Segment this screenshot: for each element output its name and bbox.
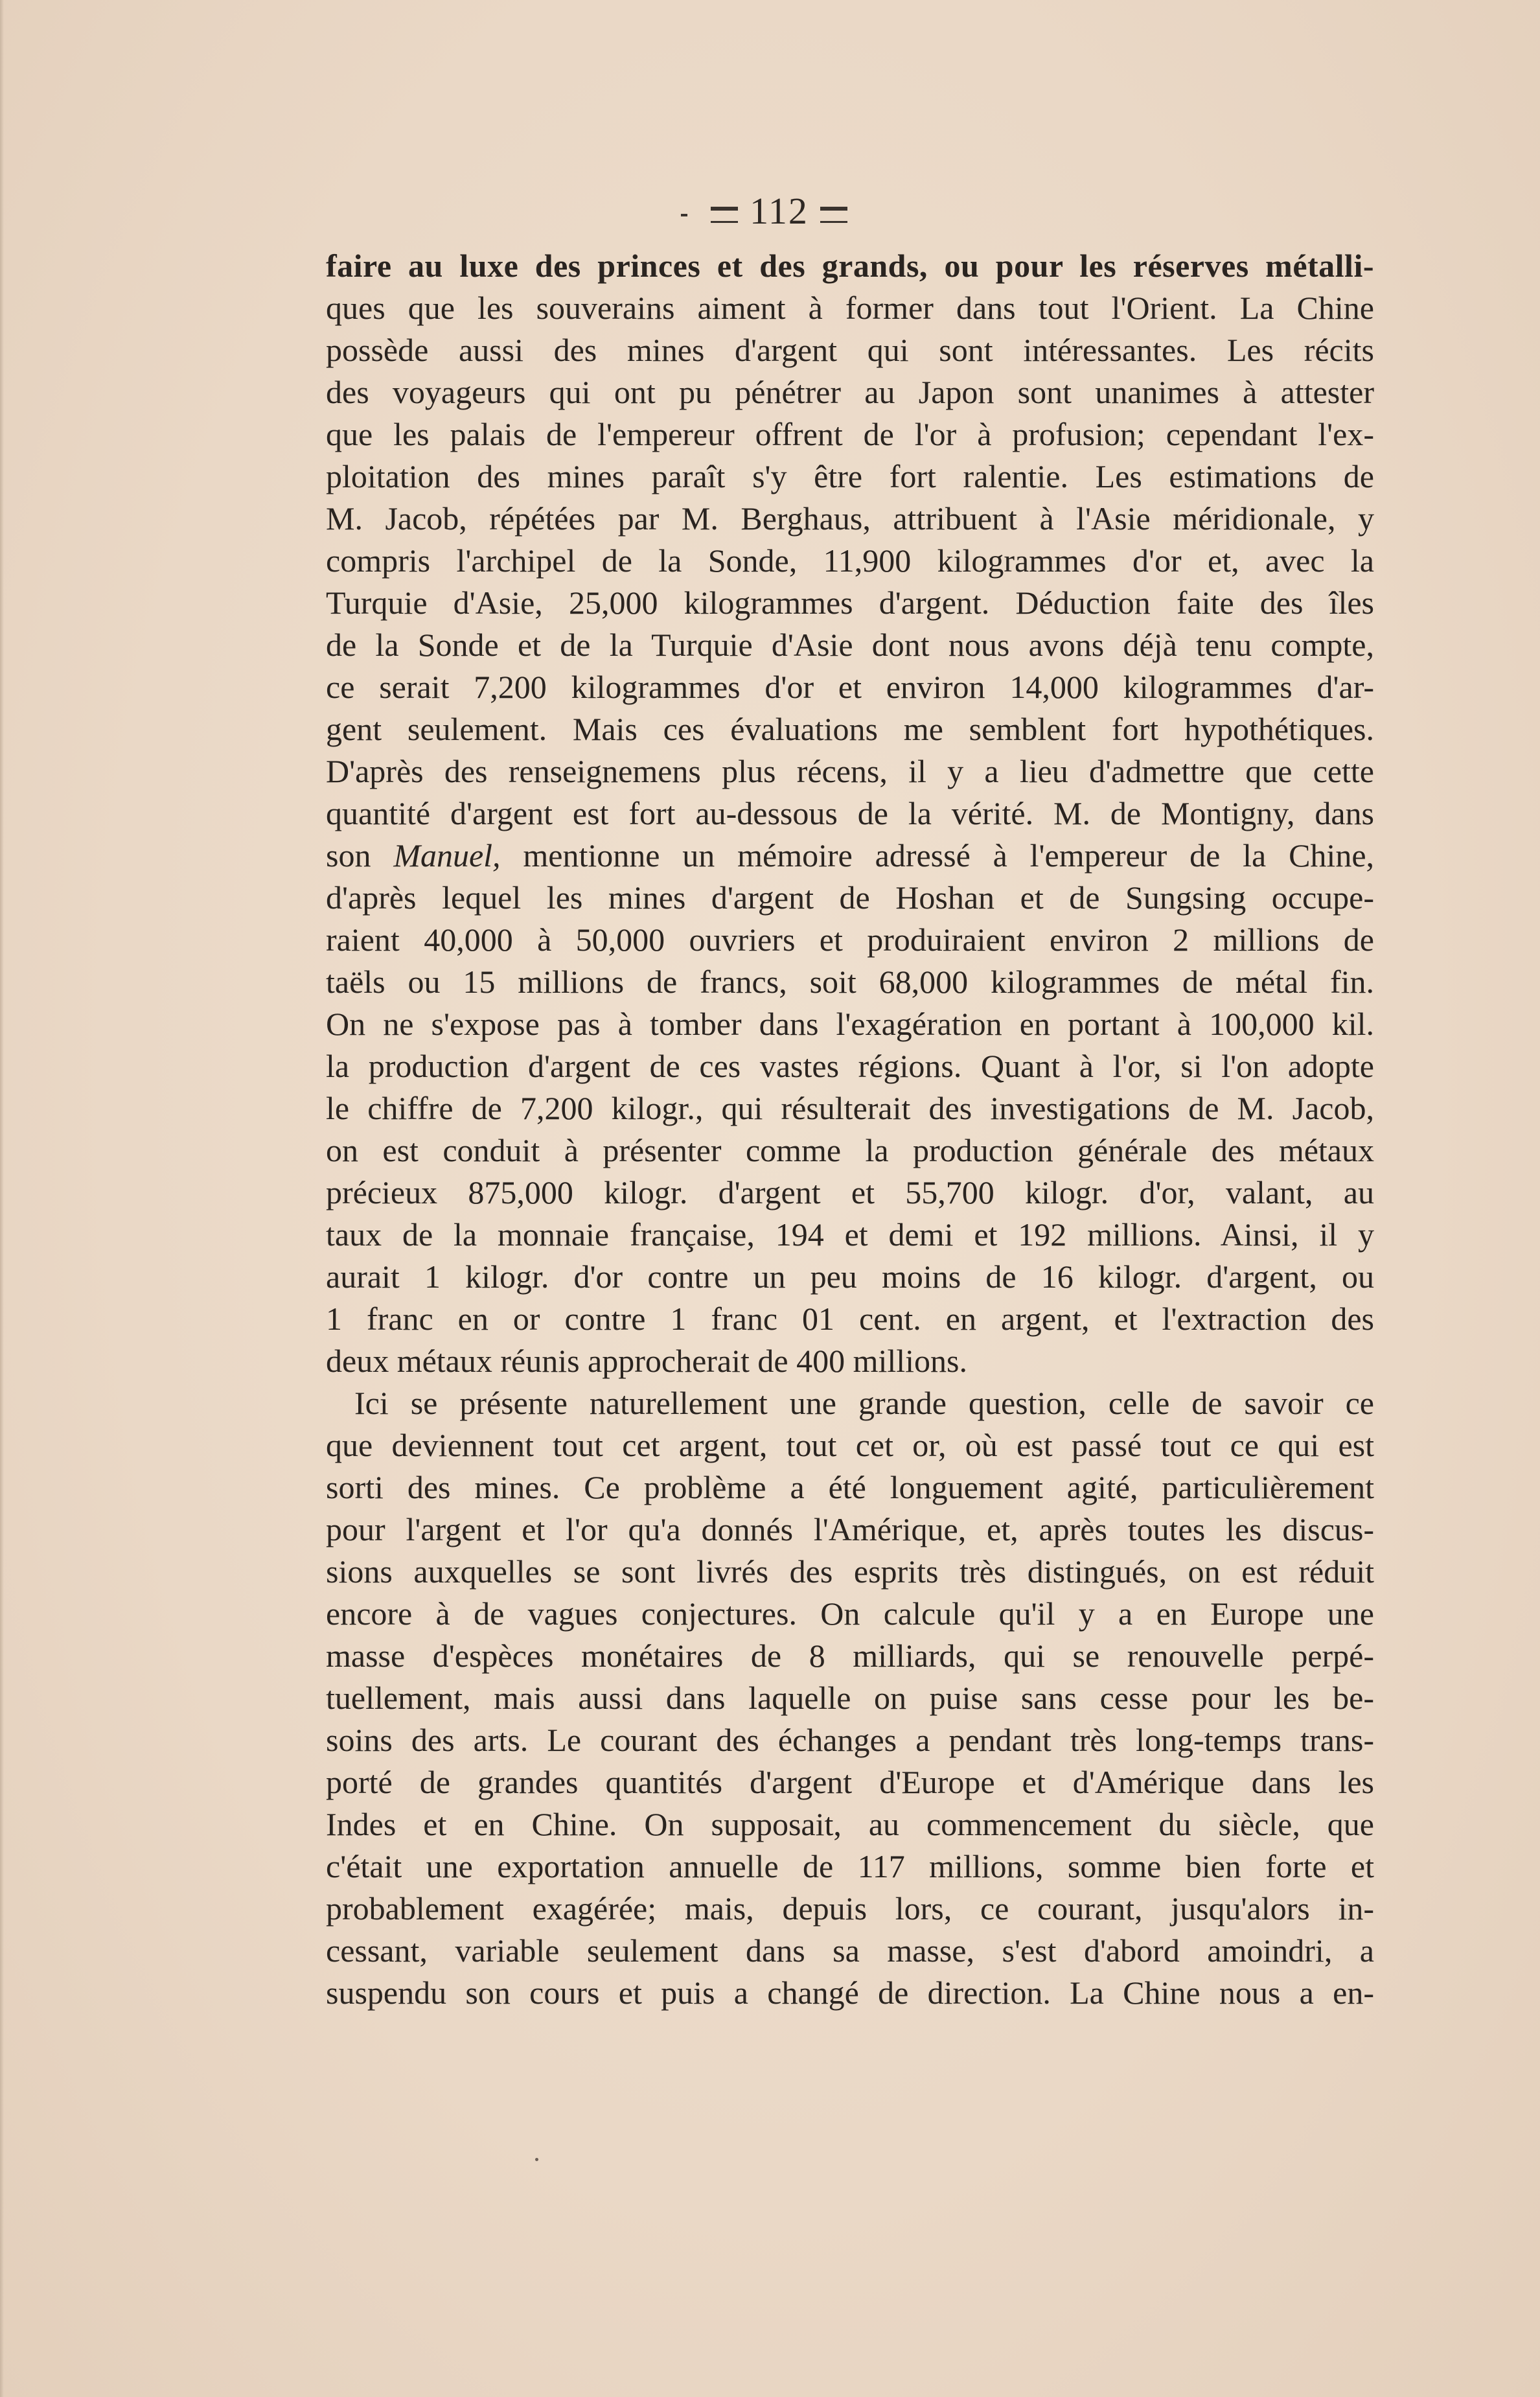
- text-line: tuellement, mais aussi dans laquelle on puise sans cesse pour les be-: [326, 1680, 1374, 1716]
- text-line: ce serait 7,200 kilogrammes d'or et environ 14,000 kilogrammes d'ar-: [326, 669, 1374, 705]
- text-line: sorti des mines. Ce problème a été longuement agité, particulièrement: [326, 1469, 1374, 1505]
- text-fragment: mentionne un mémoire adressé à l'empereur de la Chine,: [523, 837, 1374, 874]
- text-line: porté de grandes quantités d'argent d'Europe et d'Amérique dans les: [326, 1764, 1374, 1800]
- text-line: Turquie d'Asie, 25,000 kilogrammes d'argent. Déduction faite des îles: [326, 585, 1374, 621]
- text-line: ques que les souverains aiment à former dans tout l'Orient. La Chine: [326, 290, 1374, 326]
- text-line: compris l'archipel de la Sonde, 11,900 kilogrammes d'or et, avec la: [326, 542, 1374, 579]
- text-line: d'après lequel les mines d'argent de Hoshan et de Sungsing occupe-: [326, 879, 1374, 916]
- text-line: suspendu son cours et puis a changé de direction. La Chine nous a en-: [326, 1974, 1374, 2011]
- text-line: que les palais de l'empereur offrent de l'or à profusion; cependant l'ex-: [326, 416, 1374, 452]
- paper-speck: [535, 2158, 538, 2161]
- text-line: cessant, variable seulement dans sa masse, s'est d'abord amoindri, a: [326, 1932, 1374, 1969]
- header-dash: [681, 214, 687, 216]
- text-line: ploitation des mines paraît s'y être fort ralentie. Les estimations de: [326, 458, 1374, 494]
- text-line: le chiffre de 7,200 kilogr., qui résulterait des investigations de M. Jacob,: [326, 1090, 1374, 1126]
- text-line: c'était une exportation annuelle de 117 millions, somme bien forte et: [326, 1848, 1374, 1884]
- text-fragment: son: [326, 837, 371, 874]
- text-line-paragraph-start: Ici se présente naturellement une grande question, celle de savoir ce: [354, 1385, 1374, 1421]
- header-ornament-right: [820, 207, 847, 223]
- text-line: encore à de vagues conjectures. On calcule qu'il y a en Europe une: [326, 1595, 1374, 1632]
- text-line: taëls ou 15 millions de francs, soit 68,000 kilogrammes de métal fin.: [326, 964, 1374, 1000]
- text-line: taux de la monnaie française, 194 et demi et 192 millions. Ainsi, il y: [326, 1216, 1374, 1253]
- text-line: Indes et en Chine. On supposait, au commencement du siècle, que: [326, 1806, 1374, 1842]
- text-line: soins des arts. Le courant des échanges a pendant très long-temps trans-: [326, 1722, 1374, 1758]
- page-binding-edge: [0, 0, 4, 2397]
- body-text: [326, 245, 1374, 2014]
- page-number: 112: [750, 190, 809, 232]
- text-line: gent seulement. Mais ces évaluations me semblent fort hypothétiques.: [326, 711, 1374, 747]
- text-line: masse d'espèces monétaires de 8 milliards, qui se renouvelle perpé-: [326, 1638, 1374, 1674]
- text-line: M. Jacob, répétées par M. Berghaus, attribuent à l'Asie méridionale, y: [326, 500, 1374, 537]
- text-line: deux métaux réunis approcherait de 400 millions.: [326, 1343, 968, 1379]
- text-line: précieux 875,000 kilogr. d'argent et 55,700 kilogr. d'or, valant, au: [326, 1174, 1374, 1210]
- text-line: aurait 1 kilogr. d'or contre un peu moins de 16 kilogr. d'argent, ou: [326, 1258, 1374, 1295]
- text-line: probablement exagérée; mais, depuis lors, ce courant, jusqu'alors in-: [326, 1890, 1374, 1927]
- text-line: que deviennent tout cet argent, tout cet or, où est passé tout ce qui est: [326, 1427, 1374, 1463]
- text-line: sions auxquelles se sont livrés des esprits très distingués, on est réduit: [326, 1553, 1374, 1590]
- text-line: quantité d'argent est fort au-dessous de la vérité. M. de Montigny, dans: [326, 795, 1374, 831]
- page-header: [0, 189, 1540, 233]
- text-line: raient 40,000 à 50,000 ouvriers et produiraient environ 2 millions de: [326, 921, 1374, 958]
- text-line: D'après des renseignemens plus récens, il y a lieu d'admettre que cette: [326, 753, 1374, 789]
- text-line: on est conduit à présenter comme la production générale des métaux: [326, 1132, 1374, 1168]
- header-ornament-left: [711, 207, 738, 223]
- text-line: pour l'argent et l'or qu'a donnés l'Amérique, et, après toutes les discus-: [326, 1511, 1374, 1547]
- text-line: possède aussi des mines d'argent qui sont intéressantes. Les récits: [326, 332, 1374, 368]
- text-line-with-title: [326, 835, 1374, 877]
- text-line: faire au luxe des princes et des grands, ou pour les réserves métalli-: [326, 248, 1374, 284]
- text-line: des voyageurs qui ont pu pénétrer au Japon sont unanimes à attester: [326, 374, 1374, 410]
- book-title: Manuel,: [393, 837, 501, 874]
- text-line: la production d'argent de ces vastes régions. Quant à l'or, si l'on adopte: [326, 1048, 1374, 1084]
- text-line: de la Sonde et de la Turquie d'Asie dont nous avons déjà tenu compte,: [326, 627, 1374, 663]
- text-line: 1 franc en or contre 1 franc 01 cent. en argent, et l'extraction des: [326, 1301, 1374, 1337]
- text-line: On ne s'expose pas à tomber dans l'exagération en portant à 100,000 kil.: [326, 1006, 1374, 1042]
